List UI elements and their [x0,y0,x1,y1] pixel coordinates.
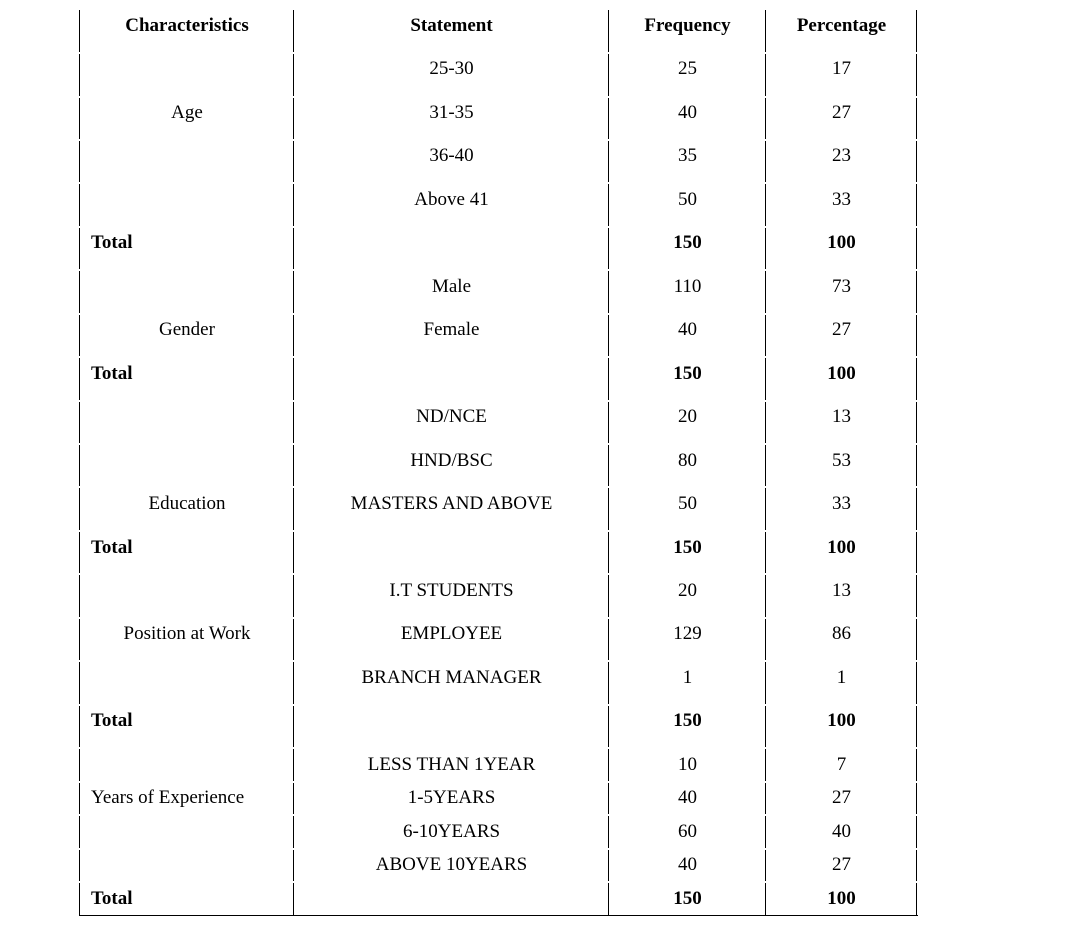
cell-percentage: 73 [832,275,851,297]
cell-frequency: 20 [678,405,697,427]
cell-percentage: 13 [832,405,851,427]
header-characteristics: Characteristics [125,14,249,36]
cell-frequency: 40 [678,786,697,808]
header-percentage: Percentage [796,14,887,36]
cell-frequency: 1 [682,666,693,688]
cell-frequency: 60 [678,820,697,842]
cell-characteristic: Total [91,709,133,731]
cell-frequency: 110 [673,275,702,297]
cell-characteristic: Total [91,362,133,384]
cell-frequency: 150 [673,536,702,558]
cell-statement [294,222,609,262]
cell-statement: HND/BSC [410,449,493,471]
cell-statement: 1-5YEARS [407,786,496,808]
cell-percentage: 27 [832,318,851,340]
cell-statement [294,700,609,740]
cell-statement: ND/NCE [416,405,487,427]
cell-frequency: 10 [678,753,697,775]
cell-percentage: 33 [832,492,851,514]
cell-frequency: 35 [678,144,697,166]
cell-statement: 36-40 [429,144,474,166]
cell-frequency: 20 [678,579,697,601]
cell-characteristic [80,570,294,610]
cell-characteristic: Total [91,231,133,253]
cell-characteristic [80,179,294,219]
cell-frequency: 50 [678,492,697,514]
cell-characteristic [80,396,294,436]
cell-statement: EMPLOYEE [400,622,503,644]
cell-characteristic: Gender [159,318,215,340]
header-frequency: Frequency [644,14,731,36]
cell-frequency: 150 [673,887,702,909]
cell-frequency: 40 [678,101,697,123]
cell-statement: Female [423,318,480,340]
cell-characteristic [80,657,294,697]
cell-percentage: 27 [832,853,851,875]
cell-statement: LESS THAN 1YEAR [367,753,536,775]
cell-characteristic [80,440,294,480]
cell-percentage: 17 [832,57,851,79]
cell-characteristic: Total [91,887,133,909]
cell-frequency: 40 [678,318,697,340]
cell-percentage: 7 [836,753,847,775]
cell-statement: ABOVE 10YEARS [375,853,528,875]
cell-percentage: 100 [827,887,856,909]
cell-statement: BRANCH MANAGER [361,666,542,688]
header-statement: Statement [410,14,493,36]
cell-characteristic [80,48,294,88]
cell-frequency: 150 [673,231,702,253]
cell-characteristic [80,135,294,175]
cell-percentage: 53 [832,449,851,471]
cell-frequency: 50 [678,188,697,210]
cell-characteristic: Total [91,536,133,558]
cell-percentage: 23 [832,144,851,166]
cell-statement: 25-30 [429,57,474,79]
cell-characteristic: Years of Experience [91,786,245,808]
cell-percentage: 100 [827,536,856,558]
cell-percentage: 100 [827,709,856,731]
cell-percentage: 33 [832,188,851,210]
cell-percentage: 1 [836,666,847,688]
cell-percentage: 13 [832,579,851,601]
cell-statement: MASTERS AND ABOVE [350,492,553,514]
cell-statement: 6-10YEARS [402,820,501,842]
cell-statement: Male [431,275,472,297]
cell-statement [294,527,609,567]
cell-statement: I.T STUDENTS [389,579,514,601]
cell-percentage: 100 [827,231,856,253]
cell-frequency: 129 [673,622,702,644]
cell-characteristic: Age [171,101,203,123]
cell-frequency: 150 [673,709,702,731]
cell-statement: Above 41 [414,188,489,210]
cell-frequency: 40 [678,853,697,875]
cell-characteristic [80,266,294,306]
cell-frequency: 80 [678,449,697,471]
cell-characteristic: Education [148,492,226,514]
cell-statement [294,353,609,393]
cell-percentage: 27 [832,101,851,123]
cell-statement [294,878,609,918]
cell-percentage: 27 [832,786,851,808]
cell-statement: 31-35 [429,101,474,123]
cell-percentage: 86 [832,622,851,644]
cell-frequency: 25 [678,57,697,79]
cell-characteristic: Position at Work [123,622,251,644]
cell-percentage: 100 [827,362,856,384]
cell-frequency: 150 [673,362,702,384]
cell-percentage: 40 [832,820,851,842]
